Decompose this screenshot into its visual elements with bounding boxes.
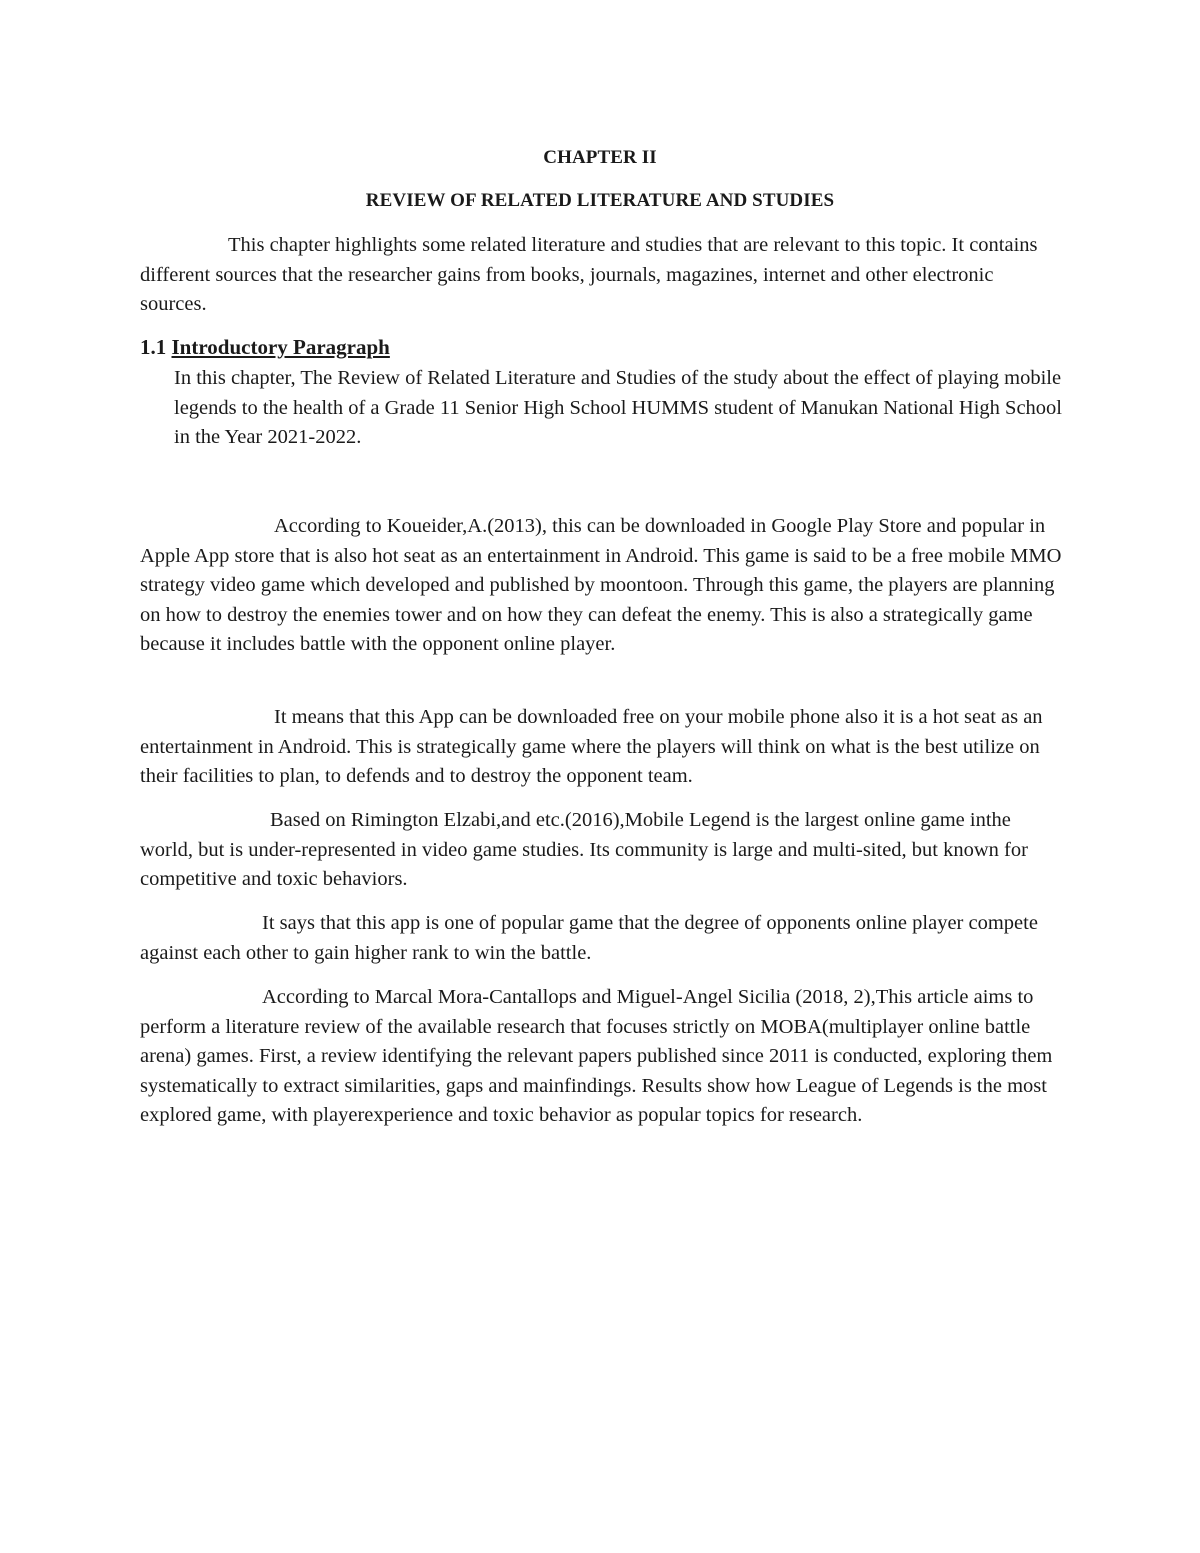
body-paragraph-5: According to Marcal Mora-Cantallops and Miguel-Angel Sicilia (2018, 2),This article aims to perform a literature review of the available research that focuses strictly on MOBA(multiplayer online battle arena) games. First, a review identifying the relevant papers published since 2011 is conducted, exploring them systematically to extract similarities, gaps and mainfindings. Results show how League of Legends is the most explored game, with playerexperience and toxic behavior as popular topics for research. bbox=[140, 986, 1053, 1126]
section-number: 1.1 bbox=[140, 335, 167, 359]
chapter-heading: CHAPTER II bbox=[543, 147, 657, 168]
body-paragraph-1: According to Koueider,A.(2013), this can be downloaded in Google Play Store and popular in Apple App store that is also hot seat as an entertainment in Android. This game is said to be a free mobile MMO strategy video game which developed and published by moontoon. Through this game, the players are planning on how to destroy the enemies tower and on how they can defeat the enemy. This is also a strategically game because it includes battle with the opponent online player. bbox=[140, 515, 1062, 655]
chapter-title: REVIEW OF RELATED LITERATURE AND STUDIES bbox=[365, 190, 835, 211]
body-paragraph-2: It means that this App can be downloaded free on your mobile phone also it is a hot seat as an entertainment in Android. This is strategically game where the players will think on what is the best utilize on their facilities to plan, to defends and to destroy the opponent team. bbox=[140, 706, 1043, 787]
section-title: Introductory Paragraph bbox=[171, 335, 390, 359]
section-paragraph: In this chapter, The Review of Related Literature and Studies of the study about the effect of playing mobile legends to the health of a Grade 11 Senior High School HUMMS student of Manukan National High School in the Year 2021-2022. bbox=[174, 367, 1063, 448]
body-paragraph-4: It says that this app is one of popular game that the degree of opponents online player compete against each other to gain higher rank to win the battle. bbox=[140, 912, 1038, 964]
intro-paragraph: This chapter highlights some related literature and studies that are relevant to this topic. It contains different sources that the researcher gains from books, journals, magazines, internet and other electronic sources. bbox=[140, 234, 1038, 315]
section-heading bbox=[140, 335, 390, 360]
body-paragraph-3: Based on Rimington Elzabi,and etc.(2016),Mobile Legend is the largest online game inthe world, but is under-represented in video game studies. Its community is large and multi-sited, but known for competitive and toxic behaviors. bbox=[140, 809, 1028, 890]
